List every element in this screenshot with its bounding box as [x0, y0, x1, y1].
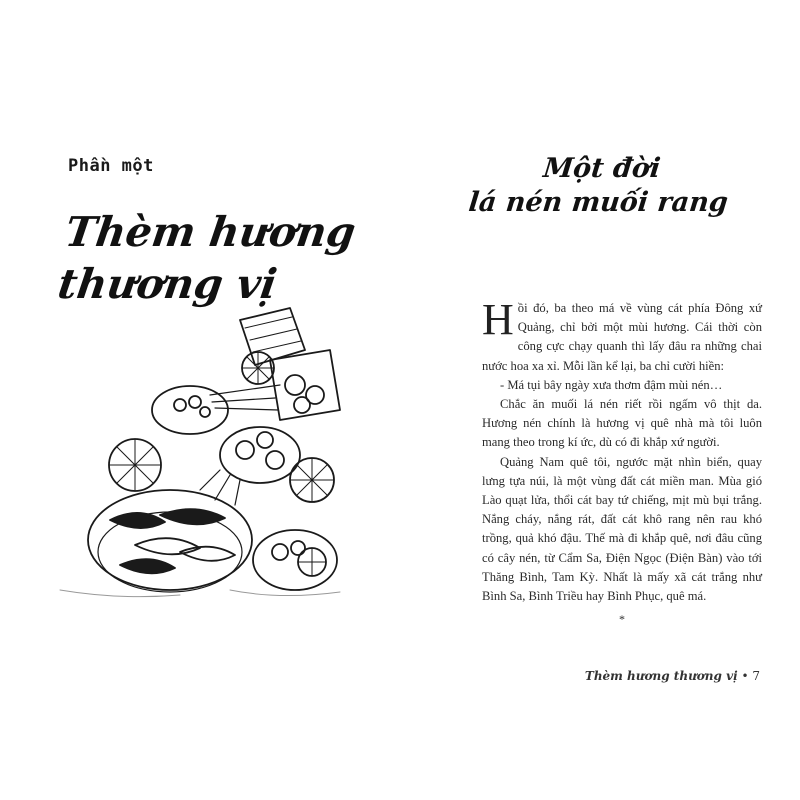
body-text [482, 295, 762, 629]
running-title: Thèm hương thương vị [584, 669, 738, 683]
page-footer [585, 669, 760, 683]
part-label: Phần một [68, 156, 154, 176]
paragraph-1-text: ồi đó, ba theo má về vùng cát phía Đông xứ Quảng, chỉ bởi một mùi hương. Cái thời còn công cực chạy quanh thì lấy đâu ra những chai nước hoa xa xỉ. Mỗi lần kể lại, ba chỉ cười hiền: [482, 301, 762, 373]
paragraph-4: Quảng Nam quê tôi, ngước mặt nhìn biển, quay lưng tựa núi, là một vùng đất cát miền man. Mùa gió Lào quạt lửa, thổi cát bay tứ chiếng, mịt mù bụi trắng. Nắng cháy, nắng rát, đất cát khô rang nên rau khó trồng, quả khó đậu. Thế mà đi khắp quê, nơi đâu cũng có cây nén, từ Cẩm Sa, Điện Ngọc (Điện Bàn) vào tới Thăng Bình, Tam Kỳ. Nhất là mấy xã cát trắng như Bình Sa, Bình Triều hay Bình Phục, quê má. [482, 454, 762, 604]
right-page [400, 0, 800, 800]
paragraph-3: Chắc ăn muối lá nén riết rồi ngấm vô thịt da. Hương nén chính là hương vị quê nhà mà tôi luôn mang theo trong kí ức, dù có đi khắp xứ người. [482, 397, 762, 450]
chapter-title [436, 152, 763, 220]
part-title-line-2: thương vị [54, 260, 280, 308]
part-title-line-1: Thèm hương [62, 208, 359, 256]
section-separator: * [619, 612, 625, 627]
paragraph-2: - Má tụi bây ngày xưa thơm đậm mùi nén… [500, 377, 723, 392]
food-illustration [40, 290, 360, 620]
chapter-title-line-2: lá nén muối rang [467, 187, 730, 218]
paragraph-1 [482, 295, 762, 376]
footer-bullet: • [741, 669, 749, 683]
chapter-title-line-1: Một đời [541, 153, 662, 184]
drop-cap: H [482, 295, 514, 344]
page-number: 7 [752, 669, 760, 683]
